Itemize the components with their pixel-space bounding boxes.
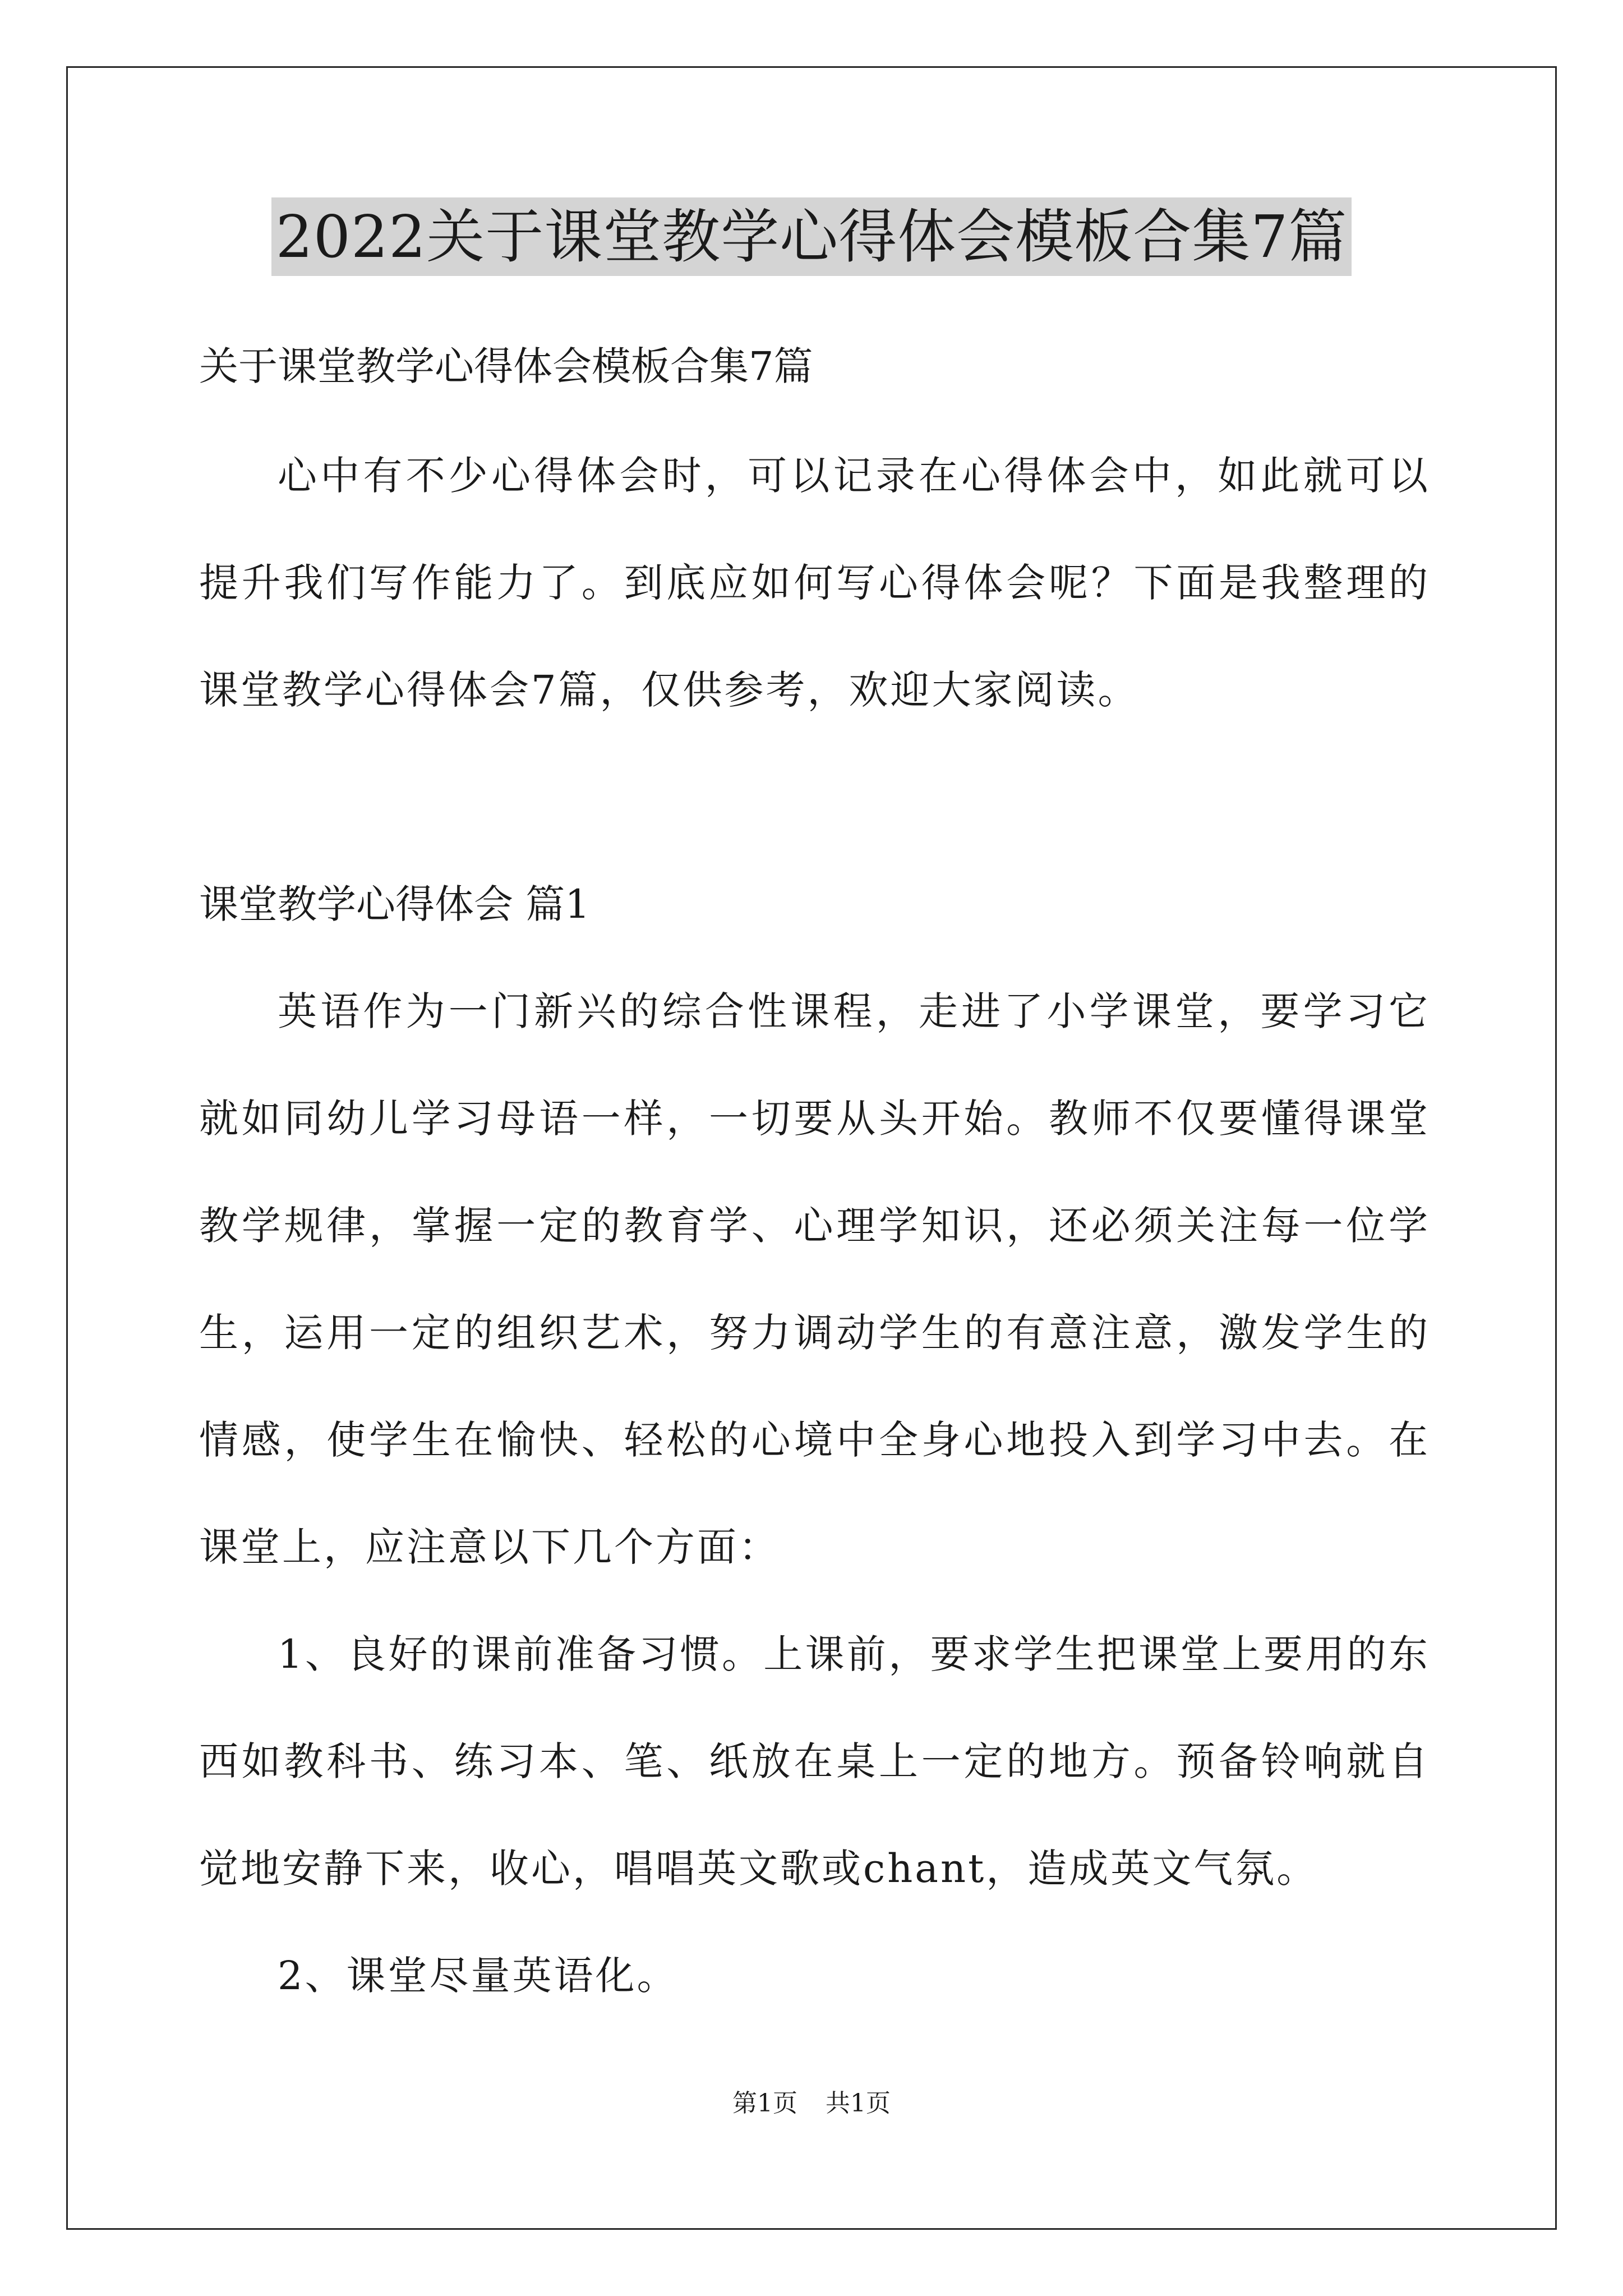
body-paragraph: 英语作为一门新兴的综合性课程，走进了小学课堂，要学习它就如同幼儿学习母语一样，一切要从头开始。教师不仅要懂得课堂教学规律，掌握一定的教育学、心理学知识，还必须关注每一位学生，运用一定的组织艺术，努力调动学生的有意注意，激发学生的情感，使学生在愉快、轻松的心境中全身心地投入到学习中去。在课堂上，应注意以下几个方面： (199, 988, 1430, 1570)
document-subtitle: 关于课堂教学心得体会模板合集7篇 (199, 343, 813, 389)
body-paragraph: 2、课堂尽量英语化。 (278, 1953, 679, 1999)
paragraph-spacer (199, 744, 1430, 851)
page-footer (0, 2087, 1623, 2120)
page-total: 共1页 (826, 2089, 891, 2118)
title-container (0, 197, 1623, 276)
section-heading: 课堂教学心得体会 篇1 (199, 881, 590, 927)
page-number: 第1页 (732, 2089, 797, 2118)
document-title: 2022关于课堂教学心得体会模板合集7篇 (271, 197, 1352, 276)
intro-paragraph: 心中有不少心得体会时，可以记录在心得体会中，如此就可以提升我们写作能力了。到底应如何写心得体会呢？下面是我整理的课堂教学心得体会7篇，仅供参考，欢迎大家阅读。 (199, 453, 1430, 713)
document-body (199, 310, 1430, 2030)
body-paragraph: 1、良好的课前准备习惯。上课前，要求学生把课堂上要用的东西如教科书、练习本、笔、纸放在桌上一定的地方。预备铃响就自觉地安静下来，收心，唱唱英文歌或chant，造成英文气氛。 (199, 1631, 1430, 1892)
